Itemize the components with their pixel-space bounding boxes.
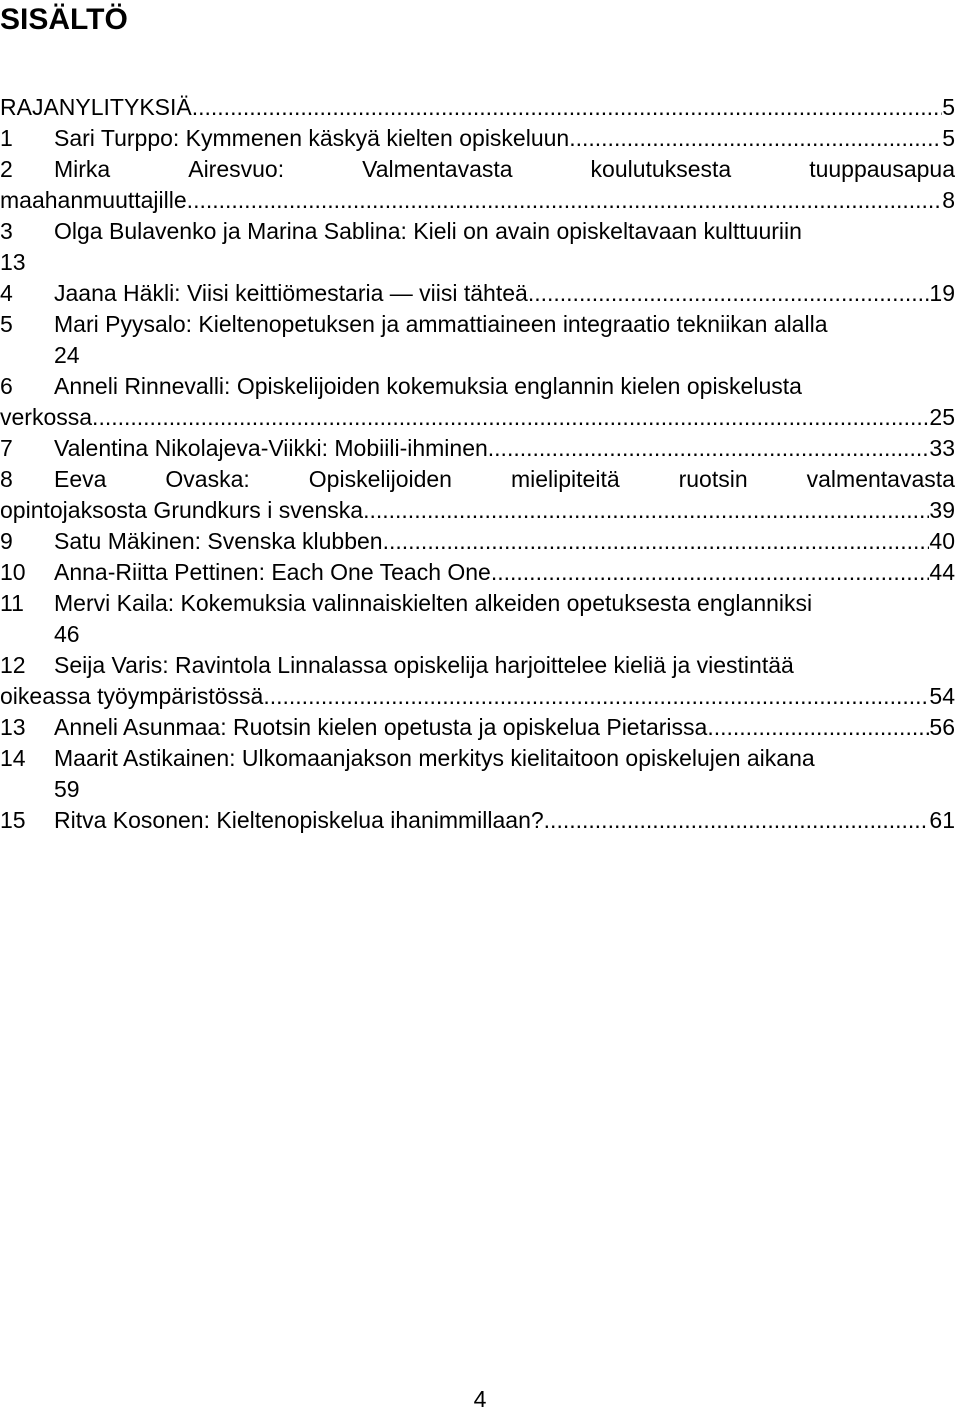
toc-entry-page: 54 [929,683,955,709]
page-number: 4 [473,1386,487,1412]
toc-entry-title: Valentina Nikolajeva-Viikki: Mobiili-ihminen [54,435,488,461]
toc-entry-number: 11 [0,590,24,616]
toc-dot-leader [488,433,930,464]
toc-entry-page: 25 [929,404,955,430]
toc-entry-title: Seija Varis: Ravintola Linnalassa opiskelija harjoittelee kieliä ja viestintää [54,652,794,678]
toc-entry-continuation[interactable] [0,619,955,650]
toc-entry[interactable] [0,464,955,495]
toc-entry-title [54,154,955,185]
toc-entry-number: 7 [0,435,13,461]
toc-entry-page: 19 [929,280,955,306]
toc-entry[interactable] [0,712,955,743]
toc-entry-number: 9 [0,528,13,554]
toc-entry-number: 6 [0,373,13,399]
toc-entry[interactable] [0,371,955,402]
toc-entry-number: 15 [0,807,26,833]
toc-entry[interactable] [0,309,955,340]
toc-entry-title: Anna-Riitta Pettinen: Each One Teach One [54,559,491,585]
toc-word: tuuppausapua [809,156,955,182]
toc-entry[interactable] [0,216,955,247]
toc-dot-leader [491,557,930,588]
toc-entry-title: Anneli Asunmaa: Ruotsin kielen opetusta ja opiskelua Pietarissa [54,714,708,740]
toc-entry-title: Olga Bulavenko ja Marina Sablina: Kieli on avain opiskeltavaan kulttuuriin [54,218,802,244]
toc-entry[interactable] [0,433,955,464]
toc-entry-title-cont: maahanmuuttajille. [0,187,194,213]
toc-entry-page: 5 [942,125,955,151]
toc-entry-title: Anneli Rinnevalli: Opiskelijoiden kokemuksia englannin kielen opiskelusta [54,373,802,399]
toc-word: Airesvuo: [188,156,285,182]
toc-entry-continuation[interactable] [0,340,955,371]
toc-entry[interactable] [0,743,955,774]
toc-dot-leader [534,278,929,309]
toc-entry-page: 13 [0,249,26,275]
toc-entry-page: 56 [929,714,955,740]
toc-entry-page: 59 [54,776,80,802]
toc-entry-number: 14 [0,745,26,771]
toc-dot-leader [192,92,942,123]
toc-entry-continuation[interactable] [0,402,955,433]
toc-entry-number: 10 [0,559,26,585]
toc-entry-number: 5 [0,311,13,337]
toc-entry-number: 3 [0,218,13,244]
toc-entry[interactable] [0,557,955,588]
toc-entry-title: Mervi Kaila: Kokemuksia valinnaiskielten alkeiden opetuksesta englanniksi [54,590,813,616]
toc-word: koulutuksesta [590,156,732,182]
toc-entry-number: 13 [0,714,26,740]
toc-entry-page: 24 [54,342,80,368]
toc-entry-title-cont: verkossa. [0,404,99,430]
table-of-contents [0,92,955,836]
toc-entry[interactable] [0,154,955,185]
toc-entry-title: Jaana Häkli: Viisi keittiömestaria — viisi tähteä. [54,280,535,306]
toc-word: Opiskelijoiden [308,466,452,492]
toc-dot-leader [544,805,930,836]
toc-entry-number: 8 [0,466,13,492]
toc-dot-leader [363,495,929,526]
toc-dot-leader [707,712,929,743]
toc-entry-page: 40 [929,528,955,554]
toc-entry-number: 4 [0,280,13,306]
toc-word: Mirka [54,156,111,182]
toc-entry-title: RAJANYLITYKSIÄ [0,94,192,120]
toc-entry[interactable] [0,278,955,309]
toc-dot-leader [263,681,929,712]
toc-entry-continuation[interactable] [0,495,955,526]
toc-entry-continuation[interactable] [0,247,955,278]
toc-entry-page: 39 [929,497,955,523]
toc-word: Ovaska: [165,466,250,492]
toc-entry-continuation[interactable] [0,774,955,805]
toc-word: Valmentavasta [362,156,513,182]
toc-entry[interactable] [0,526,955,557]
toc-word: valmentavasta [806,466,955,492]
toc-dot-leader [193,185,942,216]
toc-dot-leader [389,526,929,557]
toc-entry-page: 8 [942,187,955,213]
toc-entry-title: Ritva Kosonen: Kieltenopiskelua ihanimmillaan? [54,807,544,833]
toc-entry-title: Mari Pyysalo: Kieltenopetuksen ja ammattiaineen integraatio tekniikan alalla [54,311,828,337]
toc-entry-title: Sari Turppo: Kymmenen käskyä kielten opiskeluun. [54,125,576,151]
toc-entry-continuation[interactable] [0,681,955,712]
toc-word: mielipiteitä [510,466,620,492]
toc-entry[interactable] [0,123,955,154]
toc-entry[interactable] [0,92,955,123]
toc-entry-page: 61 [929,807,955,833]
toc-entry-page: 46 [54,621,80,647]
toc-entry-number: 12 [0,652,26,678]
toc-entry-page: 44 [929,559,955,585]
toc-dot-leader [98,402,929,433]
toc-entry-continuation[interactable] [0,185,955,216]
toc-entry[interactable] [0,650,955,681]
toc-entry-title [54,464,955,495]
toc-dot-leader [576,123,943,154]
toc-entry-number: 1 [0,125,13,151]
toc-entry-title: Satu Mäkinen: Svenska klubben. [54,528,389,554]
toc-word: Eeva [54,466,107,492]
toc-entry-page: 5 [942,94,955,120]
toc-entry[interactable] [0,805,955,836]
toc-entry-title: Maarit Astikainen: Ulkomaanjakson merkitys kielitaitoon opiskelujen aikana [54,745,815,771]
toc-entry[interactable] [0,588,955,619]
toc-entry-number: 2 [0,156,13,182]
page-title: SISÄLTÖ [0,3,128,36]
toc-entry-title-cont: oikeassa työympäristössä [0,683,264,709]
toc-entry-page: 33 [929,435,955,461]
toc-word: ruotsin [678,466,748,492]
toc-entry-title-cont: opintojaksosta Grundkurs i svenska [0,497,364,523]
